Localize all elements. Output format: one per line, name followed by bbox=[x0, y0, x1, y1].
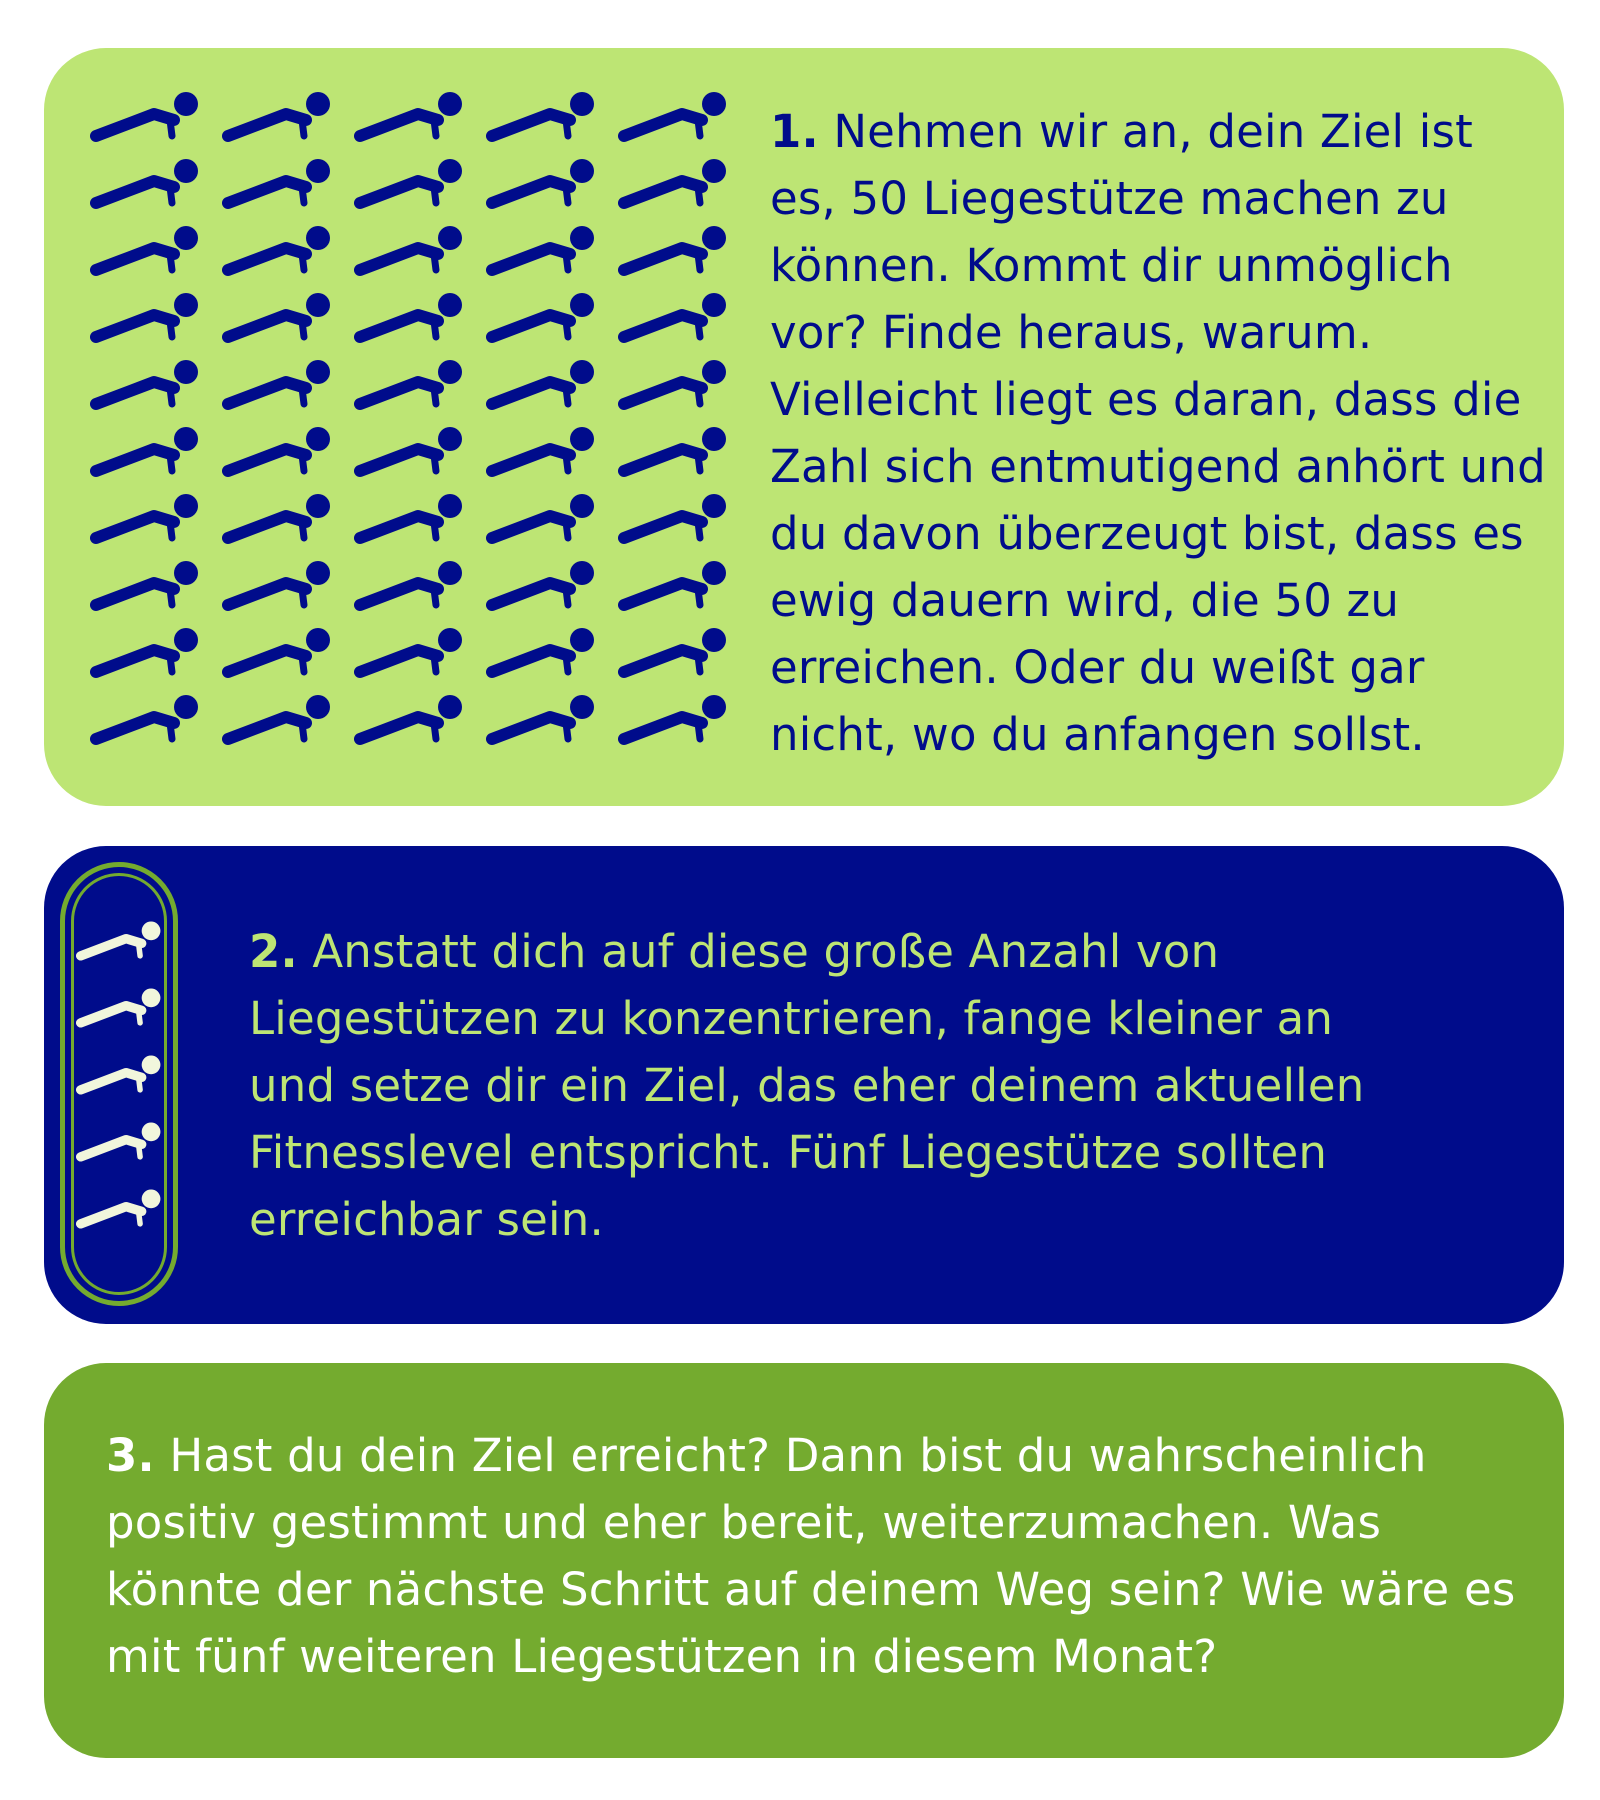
step-3-card bbox=[44, 1363, 1564, 1758]
step-1-card bbox=[44, 48, 1564, 806]
pushup-figure-icon bbox=[354, 291, 464, 345]
pushup-figure-icon bbox=[76, 1187, 162, 1231]
pushup-figure-icon bbox=[222, 157, 332, 211]
pushup-figure-icon bbox=[76, 986, 162, 1030]
pushup-figure-icon bbox=[354, 358, 464, 412]
pushup-figure-icon bbox=[222, 224, 332, 278]
pushup-figure-icon bbox=[90, 291, 200, 345]
pushup-figure-icon bbox=[354, 90, 464, 144]
pushup-figure-icon bbox=[486, 291, 596, 345]
pushup-figure-icon bbox=[222, 492, 332, 546]
pushup-figure-icon bbox=[486, 157, 596, 211]
step-3-text bbox=[106, 1422, 1526, 1690]
step-3-body: Hast du dein Ziel erreicht? Dann bist du wahrscheinlich positiv gestimmt und eher bereit, weiterzumachen. Was könnte der nächste Schritt auf deinem Weg sein? Wie wäre es mit fünf weiteren Liegestützen in diesem Monat? bbox=[106, 1429, 1516, 1683]
pushup-figure-icon bbox=[354, 224, 464, 278]
pushup-figure-icon bbox=[354, 693, 464, 747]
pushup-figure-icon bbox=[486, 425, 596, 479]
pushup-figure-icon bbox=[354, 626, 464, 680]
pushup-figure-icon bbox=[90, 157, 200, 211]
step-2-body: Anstatt dich auf diese große Anzahl von Liegestützen zu konzentrieren, fange kleiner an und setze dir ein Ziel, das eher deinem aktuellen Fitnesslevel entspricht. Fünf Liegestütze sollten erreichbar sein. bbox=[249, 925, 1365, 1246]
pushup-figure-icon bbox=[90, 626, 200, 680]
pushup-figure-icon bbox=[76, 1053, 162, 1097]
pushup-figure-icon bbox=[618, 559, 728, 613]
pushup-figure-icon bbox=[486, 492, 596, 546]
pushup-figure-icon bbox=[222, 693, 332, 747]
pushup-figure-icon bbox=[222, 90, 332, 144]
pushup-figure-icon bbox=[76, 1120, 162, 1164]
pushup-figure-icon bbox=[90, 425, 200, 479]
step-2-text bbox=[249, 918, 1399, 1253]
pushup-figure-icon bbox=[618, 358, 728, 412]
pushup-figure-icon bbox=[618, 224, 728, 278]
pushup-figure-icon bbox=[618, 291, 728, 345]
pushup-figure-icon bbox=[90, 224, 200, 278]
pushup-figure-icon bbox=[222, 425, 332, 479]
pushup-figure-icon bbox=[618, 425, 728, 479]
pushup-figure-icon bbox=[90, 358, 200, 412]
pushup-figure-icon bbox=[222, 291, 332, 345]
pushup-figure-icon bbox=[222, 626, 332, 680]
pushup-figure-icon bbox=[354, 425, 464, 479]
pushup-figure-icon bbox=[354, 559, 464, 613]
pushup-figure-icon bbox=[90, 90, 200, 144]
pushup-figure-icon bbox=[354, 157, 464, 211]
pushup-figure-icon bbox=[486, 693, 596, 747]
pushup-figure-icon bbox=[90, 492, 200, 546]
pushup-figure-icon bbox=[222, 559, 332, 613]
step-3-number: 3. bbox=[106, 1429, 155, 1482]
pushup-figure-icon bbox=[354, 492, 464, 546]
pushup-figure-icon bbox=[222, 358, 332, 412]
step-1-number: 1. bbox=[770, 105, 819, 158]
step-1-body: Nehmen wir an, dein Ziel ist es, 50 Liegestütze machen zu können. Kommt dir unmöglich vor? Finde heraus, warum. Vielleicht liegt es daran, dass die Zahl sich entmutigend anhört und du davon überzeugt bist, dass es ewig dauern wird, die 50 zu erreichen. Oder du weißt gar nicht, wo du anfangen sollst. bbox=[770, 105, 1546, 761]
pushup-figure-icon bbox=[486, 559, 596, 613]
pushup-figure-icon bbox=[76, 919, 162, 963]
pushup-figure-icon bbox=[486, 358, 596, 412]
pushup-figure-column bbox=[60, 862, 178, 1306]
pushup-figure-icon bbox=[618, 693, 728, 747]
pushup-figure-icon bbox=[618, 626, 728, 680]
pushup-figure-icon bbox=[618, 492, 728, 546]
step-2-card bbox=[44, 846, 1564, 1324]
step-1-text bbox=[770, 98, 1550, 768]
pushup-figure-icon bbox=[486, 224, 596, 278]
step-2-number: 2. bbox=[249, 925, 298, 978]
pushup-figure-icon bbox=[90, 559, 200, 613]
pushup-figure-icon bbox=[618, 157, 728, 211]
pushup-figure-icon bbox=[486, 90, 596, 144]
pushup-figure-icon bbox=[486, 626, 596, 680]
pushup-figure-icon bbox=[90, 693, 200, 747]
pushup-figure-icon bbox=[618, 90, 728, 144]
